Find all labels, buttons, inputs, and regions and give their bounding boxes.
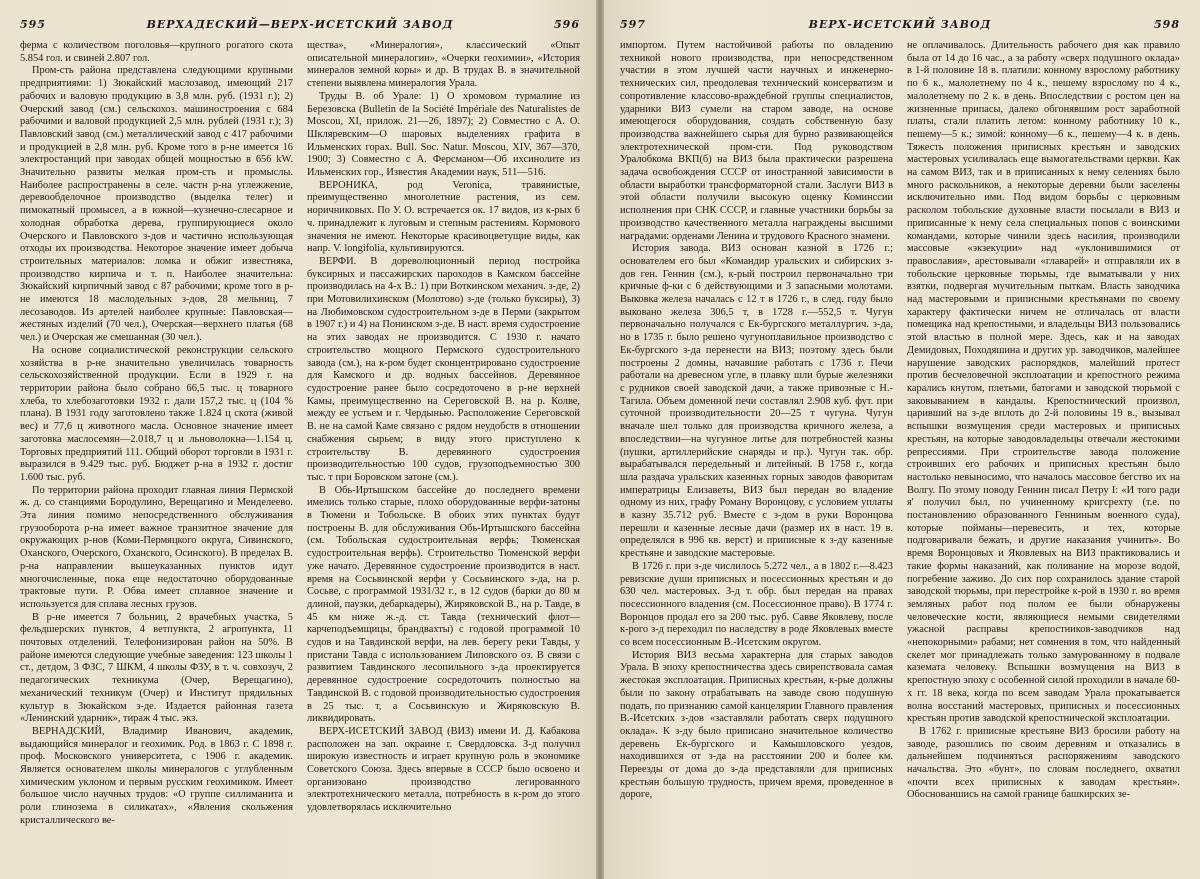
paragraph: В р-не имеется 7 больниц, 2 врачебных участка, 5 фельдшерских пунктов, 4 ветпункта, 2 агропункта, 11 почтовых отделений. Телефонизирован район на 50%. В районе имеются следующие учебные заведения: 123 школы 1 ст., детдом, 3 ФЗС, 7 ШКМ, 4 школы ФЗУ, в т. ч. совхозуч, 2 педагогических техникума (Очер, Верещагино), механический техникум (Очер) и Институт прядильных культур в Зюкайском з-де. Издается районная газета «Ленинский ударник», тираж 4 тыс. экз. (20, 611, 293, 725)
page-number-598: 598 (1154, 18, 1180, 31)
paragraph: импортом. Путем настойчивой работы по овладению техникой нового производства, при непосредственном участии в этом лучшей части научных и инженерно-технических сил, преодолевая технический консерватизм и сопротивление классово-враждебной группы специалистов, ударники ВИЗ сумели на старом заводе, на основе имеющегося оборудования, создать собственную базу производства важнейшего сырья для бурно развивающейся электротехнической пром-сти. Под руководством Уралобкома ВКП(б) на ВИЗ была практически разрешена задача освобождения СССР от иностранной зависимости в области выработки трансформаторной стали. Заслуги ВИЗ в этой области получили высокую оценку Коминссии исполнения при СНК СССР, и главные участники борьбы за производство качественного металла награждены высшими наградами: орденами Ленина и трудового Красного знамени. (620, 40, 893, 242)
left-column-2 (307, 40, 580, 873)
paragraph: ферма с количеством поголовья—крупного рогатого скота 5.854 гол. и свиней 2.807 гол. (20, 40, 293, 64)
page-number-596: 596 (554, 18, 580, 31)
right-column-1 (620, 40, 893, 873)
book-gutter (596, 0, 604, 879)
paragraph: Пром-сть района представлена следующими крупными предприятиями: 1) Зюкайский маслозавод, имеющий 217 рабочих и валовую продукцию в 3,8 млн. руб. (1931 г.); 2) Очерский завод (см.) сельскохоз. машиностроения с 684 рабочими и валовой продукцией 2,5 млн. рублей (1931 г.); 3) Павловский завод (см.) металлический завод с 417 рабочими и продукцией в 2,8 млн. руб. Кроме того в р-не имеется 16 электростанций при заводах общей мощностью в 656 kW. Значительно развиты мелкая пром-сть и промыслы. Наиболее распространены в селе. частн р-на углежжение, деревообделочное производство (выделка телег) и пимокатный промысел, а в южной—кузнечно-слесарное и холодная обработка дерева, группирующиеся около Очерского и Павловского з-дов и частично использующая отходы их производства. Некоторое значение имеет добыча строительных материалов: ломка и обжиг известняка, производство кирпича и т. п. Наиболее значительна: Зюкайский кирпичный завод с 87 рабочими; кроме того в р-не имеются 18 маслодельных з-дов, 28 мельниц, 7 лесозаводов. Из артелей наиболее крупные: Павловская—жестяных изделий (70 чел.), Очерская—верхнего платья (68 чел.) и Очерская же смешанная (30 чел.). (20, 65, 293, 344)
entry-veronika: ВЕРОНИКА, род Veronica, травянистые, преимущественно многолетние растения, из сем. норичниковых. По У. О. встречается ок. 17 видов, из к-рых 6 ч. принадлежит к луговым и степным растениям. Кормового значения не имеют. Некоторые красивоцветущие виды, как напр. V. longifolia, культивируются. (307, 179, 580, 255)
paragraph: По территории района проходит главная линия Пермской ж. д. со станциями Бородулино, Верещагино и Менделеево. Эта линия помимо непосредственного обслуживания грузооборота р-на имеет важное транзитное значение для окружающих р-нов (Коми-Пермяцкого округа, Сивинского, Оханского, Очерского, Оханского, Осинского). В пределах В. р-на направлении вышеуказанных пунктов идут многочисленные, пока еще недостаточно оборудованные трактовые пути. Р. Обва имеет сплавное значение и используется для сплава лесных грузов. (20, 484, 293, 610)
entry-vernadsky: ВЕРНАДСКИЙ, Владимир Иванович, академик, выдающийся минералог и геохимик. Род. в 1863 г. С 1898 г. проф. Московского университета, с 1906 г. академик. Является основателем школы минералогов с углубленным химическим уклоном и первым русским геохимиком. Имеет большое число научных трудов: «О группе силлиманита и роли глинозема в силикатах», «Явления скольжения кристаллического ве- (20, 725, 293, 826)
paragraph: не оплачивалось. Длительность рабочего дня как правило была от 14 до 16 час., а за работу «сверх подушного оклада» в 1-й половине 18 в. платили: конному взрослому работнику по 6 к., малолетнему по 4 к., пешему взрослому по 4 к., малолетнему по 2 к. в день. Впоследствии с ростом цен на жизненные припасы, далеко обгонявшим рост заработной платы, стали платить летом: конному работнику 10 к., пешему—5 к.; зимой: конному—6 к., пешему—4 к. в день. Тяжесть положения приписных крестьян и заводских мастеровых усиливалась еще вымогательствами церкви. Как на самом ВИЗ, так и в приписанных к нему селениях было много раскольников, а некоторые деревни были заселены исключительно ими. Под видом борьбы с церковным расколом тобольские духовные власти посылали в ВИЗ и приписанные к нему села специальных попов с воинскими командами, которые чинили здесь насилия, производили массовые «экзекуции» над «уклонившимися от православия», арестовывали «главарей» и отправляли их в тобольские церковные тюрьмы, где выматывали у них взятки, подвергая мучительным пыткам. Власть заводчика над мастеровыми и приписными крестьянами по своему характеру фактически ничем не отличалась от власти помещика над крепостными, и владельцы ВИЗ пользовались этой властью в полной мере. Здесь, как и на заводах Демидовых, Походяшина и других ур. заводчиков, малейшее нарушение заводских распорядков, малейший протест против бесчеловечной эксплоатации и крепостного режима карались кнутом, плетьми, батогами и заводской тюрьмой с заковыванием в кандалы. Крепостнический произвол, царивший на з-де вплоть до 2-й половины 19 в., вызывал вспышки возмущения среди мастеровых и приписных крестьян, на которые заводовладельцы отвечали жестокими репрессиями. При строительстве завода положение строивших его рабочих и приписных крестьян было настолько невыносимо, что началось массовое бегство их на Волгу. По этому поводу Геннин писал Петру I: «И того ради я' получил был, по учиненному кригсрехту (т.е. по постановлению образованного Генниным военного суда), которые пойманы—перевесить, и тех, которые подговаривали бежать, и другие наказания учинить». Во время Воронцовых и Яковлевых на ВИЗ практиковались и такие формы наказаний, как поливание на морозе водой, погребение заживо. До сих пор сохранилось здание старой заводской тюрьмы, при перестройке к-рой в 1930 г. во время земляных работ под полом ее были обнаружены человеческие кости, являющиеся немыми свидетелями ужасной расправы крепостников-заводчиков над «непокорными» рабами; нет сомнения в том, что найденный скелет мог принадлежать только замурованному в подвале каземата человеку. Вспышки возмущения на ВИЗ в крепостную эпоху с особенной силой проходили в начале 60-х гг. 18 века, когда по всем заводам Урала прокатывается волна восстаний мастеровых, приписных и посессионных крестьян против заводской крепостнической эксплоатации. (907, 40, 1180, 725)
left-page-columns (20, 40, 580, 873)
section-history: История завода. ВИЗ основан казной в 1726 г.; основателем его был «Командир уральских и сибирских з-дов ген. Геннин (см.), к-рый построил первоначально три кричные ф-ки с 6 действующими и 3 запасными молотами. Выковка железа началась с 12 т в 1726 г., в след. году было выковано железа 306,5 т, в 1728 г.—552,5 т. Чугун первоначально получался с Ек-бургского металлургич. з-да, но в 1735 г. было решено чугуноплавильное производство с Ек-бургского з-да перенести на ВИЗ; поэтому здесь были построены 2 домны, начавшие работать с 1736 г. Печи работали на древесном угле, в плавку шли бурые железняки с рудников своей заводской дачи, а также привозные с Н.-Тагила. Объем доменной печи составлял 2.908 куб. фут. при суточной производительности 20—25 т чугуна. Чугун вначале шел только для производства кричного железа, а впоследствии—на чугунное литье для потребностей казны (пушки, артиллерийские снаряды и пр.). Чугун так. обр. вырабатывался передельный и литейный. В 1758 г., когда шла раздача уральских казенных горных заводов фаворитам императрицы Елизаветы, ВИЗ был передан во владение одному из них, графу Роману Воронцову, с условием уплаты в казну 35.712 руб. Вместе с з-дом в руки Воронцова перешли и казенные лесные дачи (размер их в наст. 19 в. определялся в 996 кв. верст) и приписные к з-ду казенные крестьяне и заводские мастеровые. (620, 243, 893, 560)
paragraph: В Обь-Иртышском бассейне до последнего времени имелись только старые, плохо оборудованные верфи-затоны в Тюмени и Тобольске. В обоих этих пунктах будут построены В. для обслуживания Обь-Иртышского бассейна (см. Тобольская судостроительная верфь; Тюменская судостроительная верфь). Строительство Тюменской верфи уже начато. Деревянное судостроение производится в наст. время на Сосьвинской верфи у Сосьвинского з-да, на р. Сосьве, с программой 1931/32 г., в 12 судов (барки до 80 м длиной, паузки, дебаркадеры), Жиряковской В., на р. Тавде, в 45 км ниже ж.-д. ст. Тавда (технический флот—карчеподъемщицы, брандвахты) с годовой программой 10 судов и на Тавдинской верфи, на лев. берегу реки Тавды, у пристани Тавда с использованием Липовского оз. В связи с развитием Тавдинского лесопильного з-да проектируется деревянное судостроение сосредоточить полностью на Тавдинской В. с годовой производительностью судостроения в 25 тыс. т, а Сосьвинскую и Жиряковскую В. ликвидировать. (307, 484, 580, 725)
right-page-header (620, 18, 1180, 36)
left-column-1 (20, 40, 293, 873)
paragraph: На основе социалистической реконструкции сельского хозяйства в р-не значительно увеличилась товарность сельскохозяйственной продукции. Если в 1929 г. на территории района было собрано 66,5 тыс. ц товарного хлеба, то хлебозаготовки 1932 г. дали 157,2 тыс. ц (104 % плана). В 1931 году заготовлено также 1.824 ц скота (живой вес) и 77,6 ц животного масла. Основное значение имеет заготовка маслосемян—2.018,7 ц и льноволокна—1.154 ц. Торговых предприятий 111. Общий оборот торговли в 1931 г. выразился в 9.429 тыс. руб. Бюджет р-на в 1932 г. достиг 1.600 тыс. руб. (20, 344, 293, 483)
running-head-left: ВЕРХАДЕСКИЙ—ВЕРХ-ИСЕТСКИЙ ЗАВОД (146, 18, 454, 31)
paragraph: В 1762 г. приписные крестьяне ВИЗ бросили работу на заводе, разошлись по своим деревням и отказались в дальнейшем подчиняться распоряжениям заводского начальства. Это «бунт», по словам последнего, охватил «почти всех приписных к заводам крестьян». Обоснованшись на самой границе башкирских зе- (907, 725, 1180, 801)
right-page (600, 0, 1200, 879)
running-head-right: ВЕРХ-ИСЕТСКИЙ ЗАВОД (808, 18, 992, 31)
right-page-columns (620, 40, 1180, 873)
paragraph: щества», «Минералогия», классический «Опыт описательной минералогии», «Очерки геохимии», «История минералов земной коры» и др. В трудах В. в значительной степени выявлена минералогия Урала. (307, 40, 580, 90)
right-column-2 (907, 40, 1180, 873)
page-number-597: 597 (620, 18, 646, 31)
page-number-595: 595 (20, 18, 46, 31)
paragraph: Труды В. об Урале: 1) О хромовом турмалине из Березовска (Bulletin de la Société Impériale des Naturalistes de Moscou, XI, прилож. 21—26, 1897); 2) Совместно с А. О. Шкляревским—О шаровых выделениях графита в Ильменских горах. Bull. Soc. Natur. Moscou, XIV, 367—370, 1900; 3) Совместно с А. Ферсманом—Об ихсинолите из Ильменских гор., Известия Академии наук, 511—516. (307, 90, 580, 179)
entry-verkh-isetsky-zavod: ВЕРХ-ИСЕТСКИЙ ЗАВОД (ВИЗ) имени И. Д. Кабакова расположен на зап. окраине г. Свердловска. З-д получил широкую известность и играет крупную роль в экономике Советского Союза. Здесь впервые в СССР было освоено и организовано производство легированного электротехнического металла, потребность в к-ром до этого удовлетворялась исключительно (307, 725, 580, 814)
paragraph: История ВИЗ весьма характерна для старых заводов Урала. В эпоху крепостничества здесь свирепствовала самая жестокая эксплоатация. Приписных крестьян, к-рые должны были по закону отрабатывать на заводе свою подушную подать, по признанию самой канцелярии Главного правления В.-Исетских з-дов «заставляли работать сверх подушного оклада». К з-ду было приписано значительное количество деревень Ек-бургского и Камышловского уездов, находившихся от з-да на расстоянии 200 и более км. Переезды от дома до з-да представляли для приписных крестьян большую трудность, причем время, проведенное в дороге, (620, 649, 893, 801)
left-page-header (20, 18, 580, 36)
paragraph: В 1726 г. при з-де числилось 5.272 чел., а в 1802 г.—8.423 ревизские души приписных и посессионных крестьян и до 630 чел. мастеровых. З-д т. обр. был передан на правах посессионного владения (см. Посессионное право). В 1774 г. Воронцов продал его за 200 тыс. руб. Савве Яковлеву, после к-рого з-д переходил по наследству в роде Яковлевых вместе со всем посессионным В.-Исетским округом. (620, 560, 893, 649)
entry-verfi: ВЕРФИ. В дореволюционный период постройка буксирных и пассажирских пароходов в Камском бассейне производилась на 4-х В.: 1) при Воткинском механич. з-де, 2) при Мотовилихинском (Молотово) з-де (только буксиры), 3) на Любимовском судостроительном з-де в Перми (закрытом в 1907 г.) и 4) на Понинском з-де. В наст. время судостроение на этих заводах не производится. С 1930 г. начато строительство мощного Пермского судостроительного завода (см.), на к-ром будет сконцентрировано судостроение для Камского и др. водных бассейнов. Деревянное судостроение ранее было сосредоточено в р-не верхней Камы, преимущественно на Сереговской В. на р. Колве, между ее устьем и г. Чердынью. Расположение Сереговской В. не на самой Каме связано с рядом неудобств в отношении снабжения сырьем; в виду этого приступлено к строительству В. деревянного судостроения производительностью 100 судов, грузоподъемностью 300 тыс. т при Боровском затоне (см.). (307, 255, 580, 483)
